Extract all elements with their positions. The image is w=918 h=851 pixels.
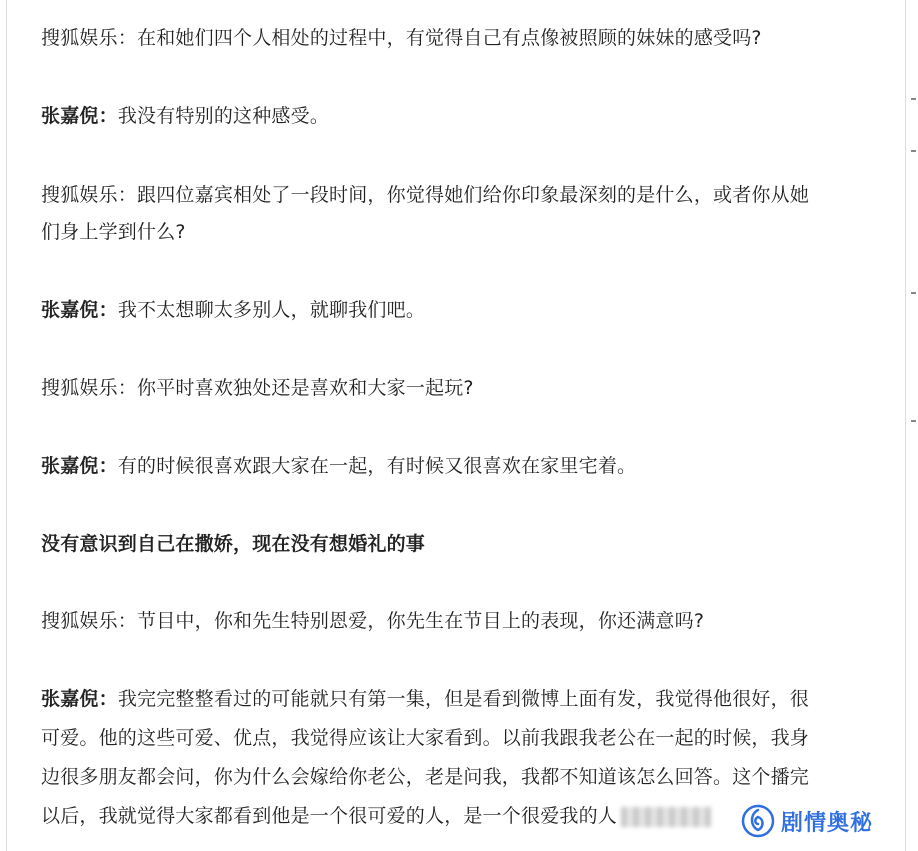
line-text: 有的时候很喜欢跟大家在一起，有时候又很喜欢在家里宅着。 xyxy=(117,455,637,477)
section-heading: 没有意识到自己在撒娇，现在没有想婚礼的事 xyxy=(41,533,426,555)
line-text: 在和她们四个人相处的过程中，有觉得自己有点像被照顾的妹妹的感受吗? xyxy=(137,27,762,49)
line-text: 我完完整整看过的可能就只有第一集，但是看到微博上面有发，我觉得他很好，很 xyxy=(117,688,810,710)
dialogue-line-continuation xyxy=(41,765,809,789)
dialogue-line-continuation xyxy=(41,726,809,750)
speaker-label: 张嘉倪： xyxy=(41,688,118,710)
dialogue-line-guest xyxy=(41,687,809,711)
watermark-text: 剧情奥秘 xyxy=(780,810,873,836)
dialogue-line-guest xyxy=(41,454,636,478)
dialogue-line-host xyxy=(41,26,762,50)
speaker-label: 搜狐娱乐： xyxy=(41,377,138,399)
line-text: 可爱。他的这些可爱、优点，我觉得应该让大家看到。以前我跟我老公在一起的时候，我身 xyxy=(41,727,810,749)
dialogue-line-guest xyxy=(41,298,425,322)
speaker-label: 搜狐娱乐： xyxy=(41,27,138,49)
watermark-badge xyxy=(735,799,883,843)
dialogue-line-continuation xyxy=(41,220,186,244)
line-text: 以后，我就觉得大家都看到他是一个很可爱的人，是一个很爱我的人 xyxy=(41,805,618,827)
blurred-text xyxy=(621,807,711,827)
line-text: 跟四位嘉宾相处了一段时间，你觉得她们给你印象最深刻的是什么，或者你从她 xyxy=(137,184,810,206)
dialogue-line-host xyxy=(41,609,704,633)
line-text: 节目中，你和先生特别恩爱，你先生在节目上的表现，你还满意吗? xyxy=(137,610,705,632)
edge-marks xyxy=(908,0,918,851)
speaker-label: 搜狐娱乐： xyxy=(41,184,138,206)
line-text: 我不太想聊太多别人，就聊我们吧。 xyxy=(117,299,426,321)
line-text: 们身上学到什么? xyxy=(41,221,186,243)
swirl-logo-icon xyxy=(741,804,775,838)
speaker-label: 张嘉倪： xyxy=(41,299,118,321)
line-text: 边很多朋友都会问，你为什么会嫁给你老公，老是问我，我都不知道该怎么回答。这个播完 xyxy=(41,766,810,788)
speaker-label: 张嘉倪： xyxy=(41,105,118,127)
dialogue-line-guest xyxy=(41,104,329,128)
dialogue-line-continuation xyxy=(41,804,711,828)
line-text: 我没有特别的这种感受。 xyxy=(117,105,330,127)
article-frame xyxy=(6,0,906,851)
speaker-label: 搜狐娱乐： xyxy=(41,610,138,632)
dialogue-line-host xyxy=(41,183,809,207)
dialogue-line-host xyxy=(41,376,474,400)
line-text: 你平时喜欢独处还是喜欢和大家一起玩? xyxy=(137,377,474,399)
speaker-label: 张嘉倪： xyxy=(41,455,118,477)
